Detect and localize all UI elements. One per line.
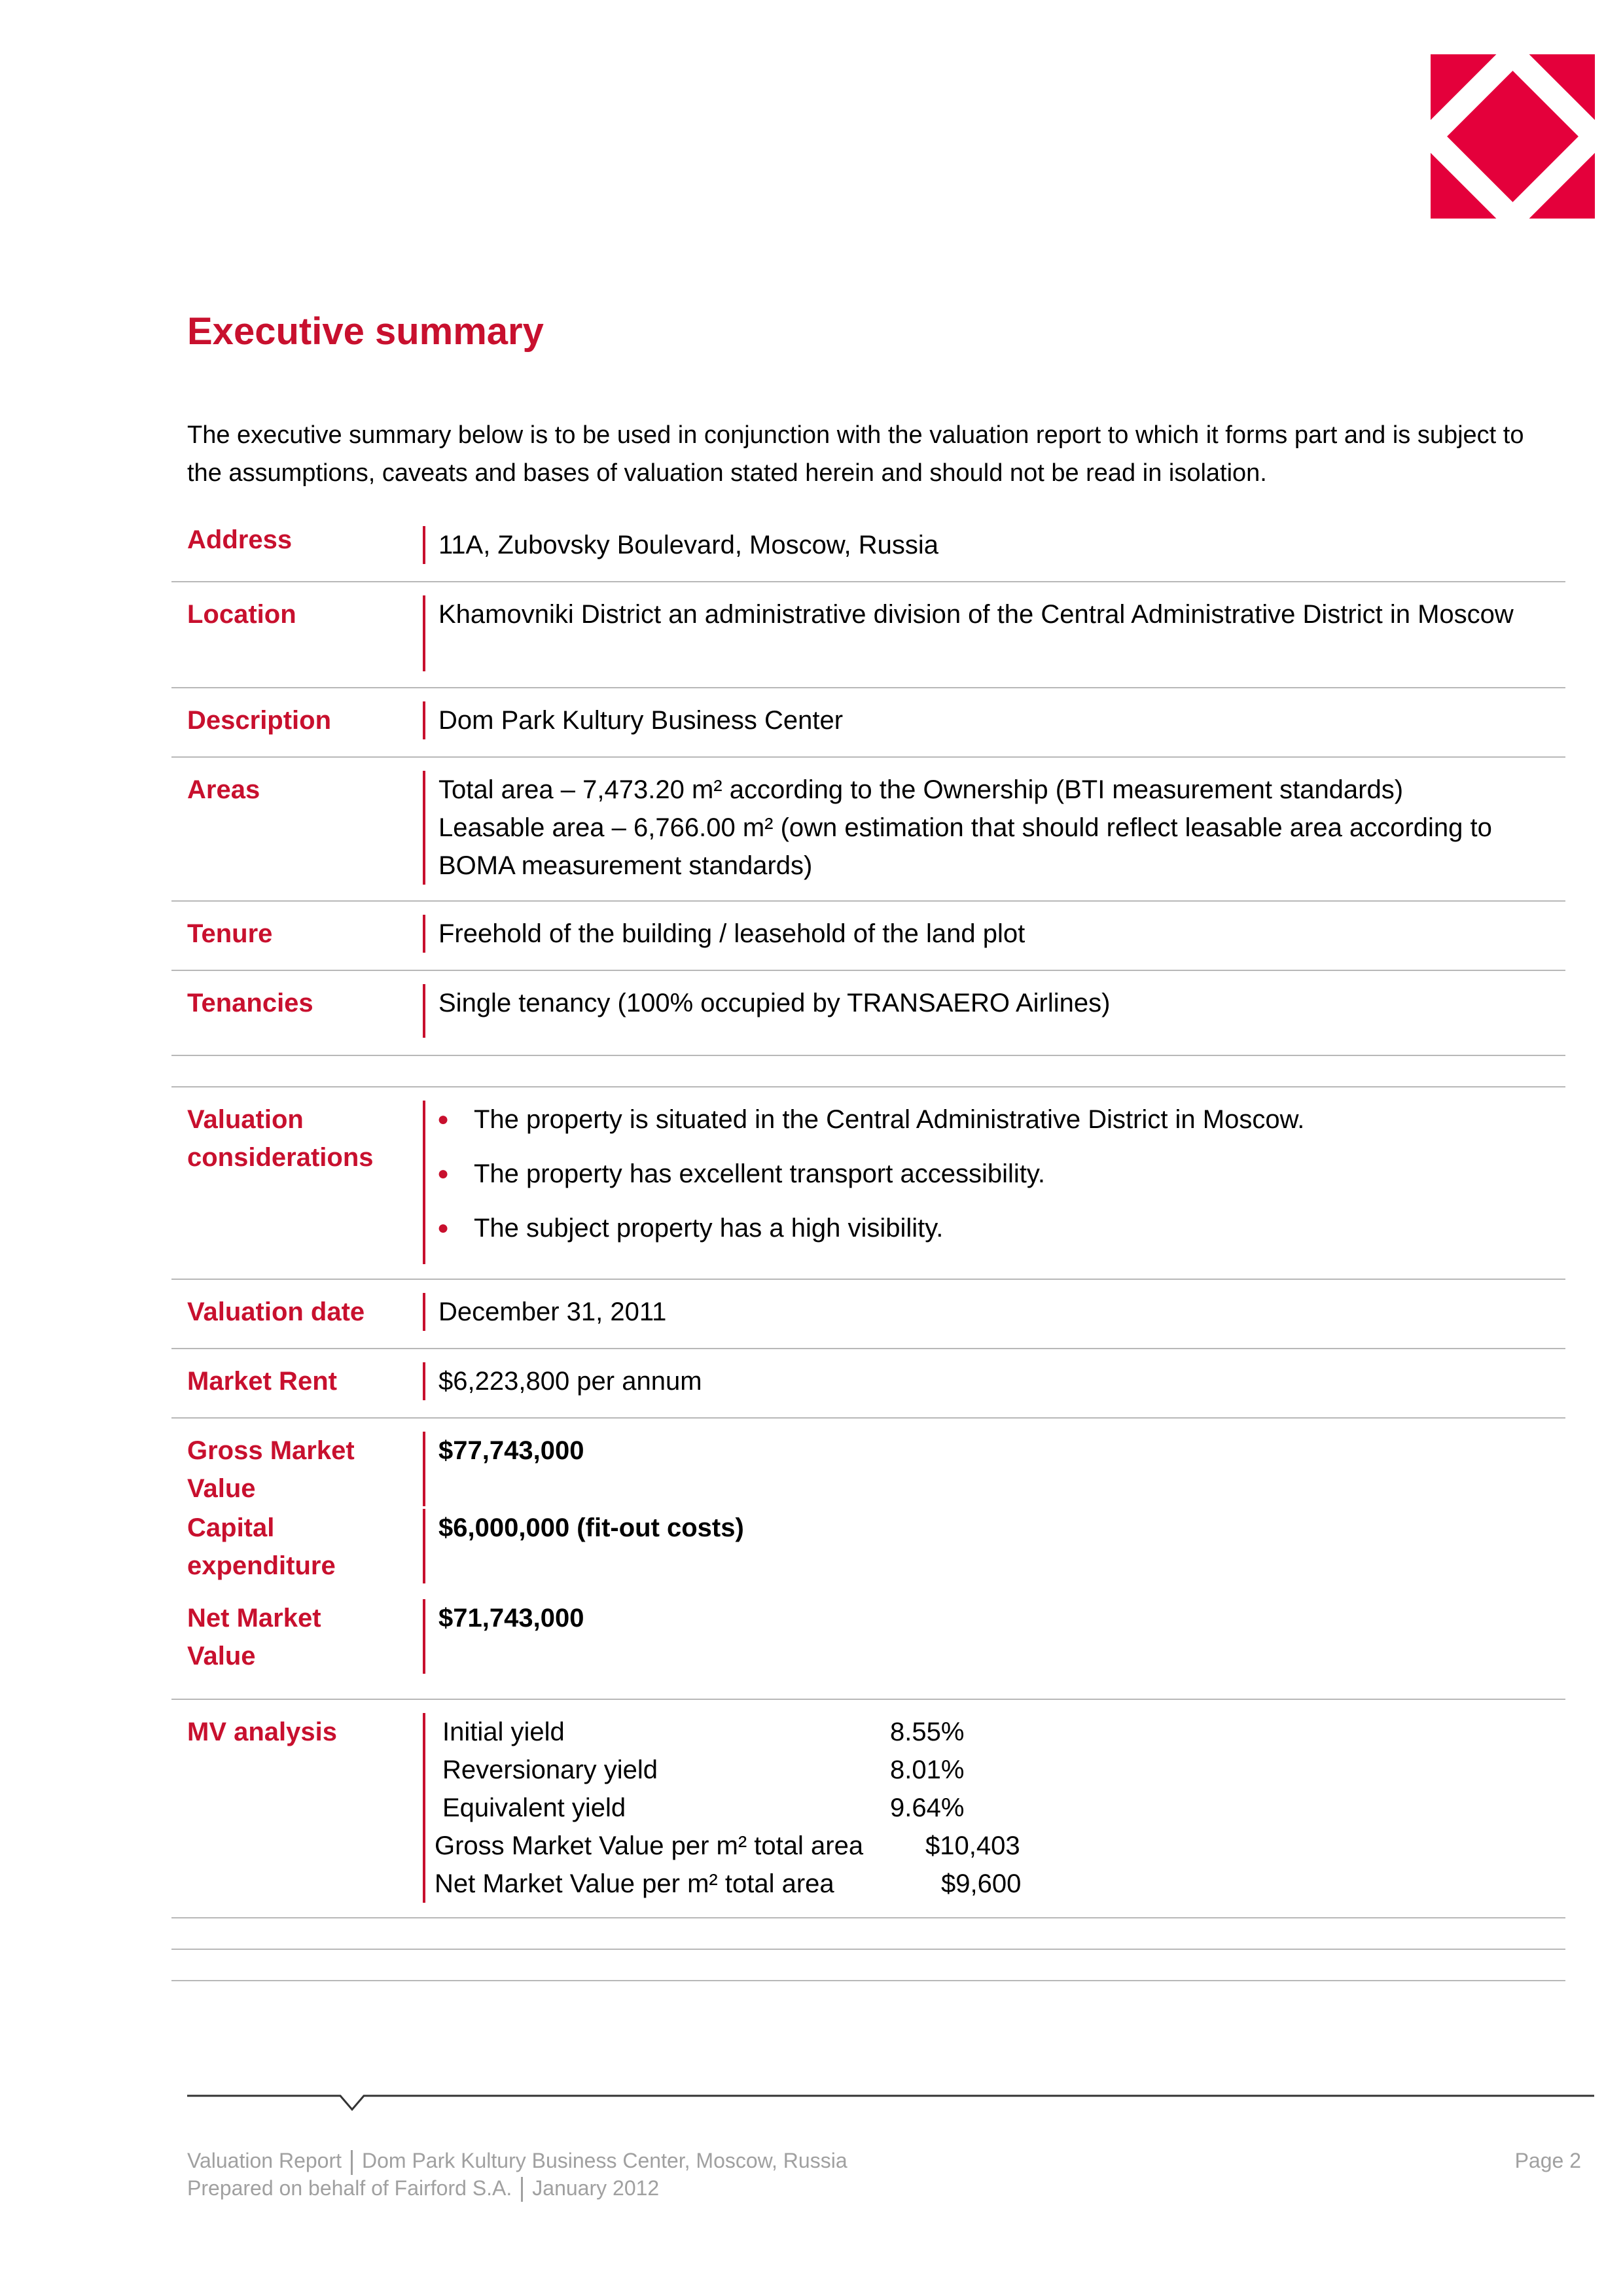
mv-gross-value-per-m2: Gross Market Value per m² total area $10,403 xyxy=(435,1831,1020,1860)
row-label: Description xyxy=(187,706,332,735)
row-label: Areas xyxy=(187,775,260,804)
row-label: Valuation date xyxy=(187,1298,365,1326)
row-capital-expenditure xyxy=(171,1509,1565,1599)
row-value xyxy=(423,771,1565,885)
row-gross-market-value xyxy=(171,1419,1565,1509)
bullet-icon: ● xyxy=(437,1163,450,1184)
row-value: December 31, 2011 xyxy=(423,1293,1565,1331)
row-spacer xyxy=(171,1950,1565,1981)
row-value: Dom Park Kultury Business Center xyxy=(423,701,1565,739)
row-valuation-date xyxy=(171,1280,1565,1349)
considerations-list xyxy=(435,1101,1565,1263)
row-label: MV analysis xyxy=(187,1718,338,1746)
total-area: Total area – 7,473.20 m² according to the Ownership (BTI measurement standards) xyxy=(438,775,1404,804)
row-value xyxy=(423,1101,1565,1264)
footer xyxy=(187,2147,1581,2202)
footer-divider xyxy=(187,2094,1594,2117)
footer-date: January 2012 xyxy=(532,2176,660,2200)
footer-report: Valuation Report xyxy=(187,2149,342,2172)
summary-table xyxy=(171,521,1565,1981)
row-address xyxy=(171,521,1565,582)
footer-line-1 xyxy=(187,2147,1581,2175)
list-item: ● The property is situated in the Central Administrative District in Moscow. xyxy=(435,1101,1565,1155)
row-label: Market Rent xyxy=(187,1367,337,1396)
row-market-rent xyxy=(171,1349,1565,1419)
row-value: Single tenancy (100% occupied by TRANSAERO Airlines) xyxy=(423,984,1565,1038)
intro-paragraph: The executive summary below is to be used in conjunction with the valuation report to which it forms part and is subject to the assumptions, caveats and bases of valuation stated herein and should not be read in isolation. xyxy=(187,421,1524,487)
footer-separator xyxy=(351,2150,353,2175)
row-value: $77,743,000 xyxy=(423,1432,1565,1506)
mv-initial-yield: Initial yield 8.55% xyxy=(442,1718,965,1746)
row-description xyxy=(171,688,1565,758)
footer-line-2 xyxy=(187,2175,1581,2202)
row-tenancies xyxy=(171,971,1565,1056)
row-label: Capital expenditure xyxy=(187,1513,336,1580)
row-label: Address xyxy=(187,525,293,554)
row-label: Valuation considerations xyxy=(187,1105,374,1172)
mv-equivalent-yield: Equivalent yield 9.64% xyxy=(442,1793,965,1822)
row-value: $6,223,800 per annum xyxy=(423,1362,1565,1400)
row-location xyxy=(171,582,1565,688)
row-label: Net Market Value xyxy=(187,1604,321,1670)
page-title: Executive summary xyxy=(187,310,544,353)
company-logo xyxy=(1431,54,1595,219)
row-areas xyxy=(171,758,1565,902)
bullet-icon: ● xyxy=(437,1108,450,1130)
row-value: Freehold of the building / leasehold of the land plot xyxy=(423,915,1565,953)
row-label: Tenancies xyxy=(187,989,313,1017)
row-net-market-value xyxy=(171,1599,1565,1700)
leasable-area: Leasable area – 6,766.00 m² (own estimation that should reflect leasable area according to BOMA measurement standards) xyxy=(438,813,1492,880)
footer-prepared: Prepared on behalf of Fairford S.A. xyxy=(187,2176,512,2200)
footer-separator xyxy=(521,2177,523,2202)
footer-property: Dom Park Kultury Business Center, Moscow, Russia xyxy=(362,2149,847,2172)
row-label: Tenure xyxy=(187,919,273,948)
row-value: $71,743,000 xyxy=(423,1599,1565,1674)
page-number: Page 2 xyxy=(1514,2149,1581,2172)
row-value: 11A, Zubovsky Boulevard, Moscow, Russia xyxy=(423,526,1565,564)
bullet-icon: ● xyxy=(437,1217,450,1239)
list-item: ● The property has excellent transport accessibility. xyxy=(435,1155,1565,1209)
row-value xyxy=(423,1713,1565,1903)
row-value: $6,000,000 (fit-out costs) xyxy=(423,1509,1565,1583)
row-valuation-considerations xyxy=(171,1087,1565,1280)
row-value: Khamovniki District an administrative division of the Central Administrative District in Moscow xyxy=(423,595,1565,671)
row-spacer xyxy=(171,1918,1565,1950)
row-tenure xyxy=(171,902,1565,971)
mv-reversionary-yield: Reversionary yield 8.01% xyxy=(442,1756,965,1784)
mv-net-value-per-m2: Net Market Value per m² total area $9,600 xyxy=(435,1869,1022,1898)
list-item: ● The subject property has a high visibility. xyxy=(435,1209,1565,1263)
row-mv-analysis xyxy=(171,1700,1565,1918)
row-label: Location xyxy=(187,600,296,629)
row-label: Gross Market Value xyxy=(187,1436,355,1503)
row-spacer xyxy=(171,1056,1565,1087)
